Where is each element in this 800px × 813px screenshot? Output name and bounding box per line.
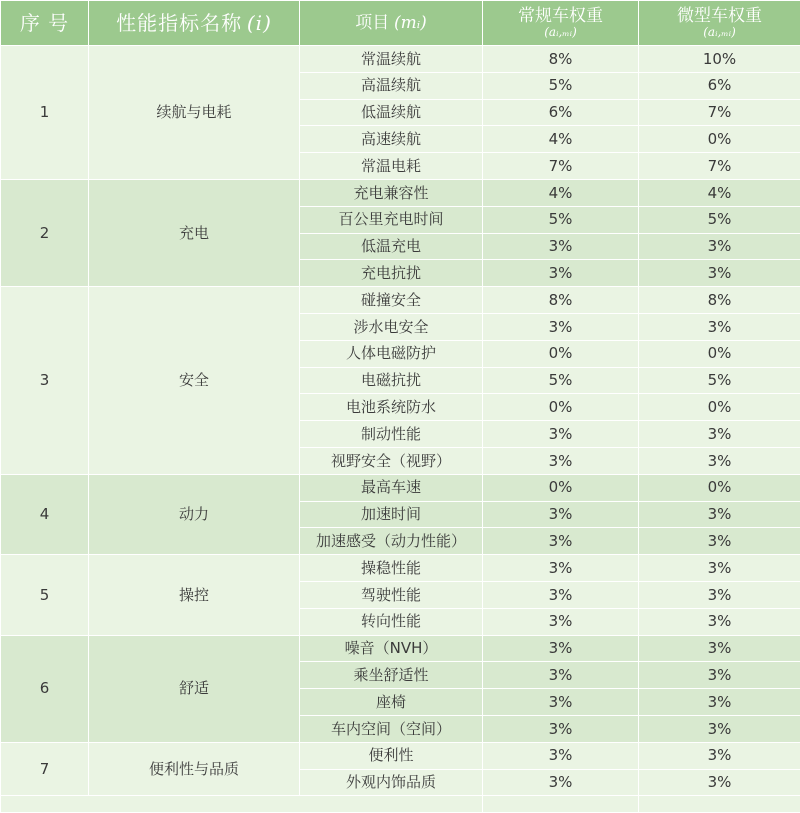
- micro-weight-cell: 0%: [639, 394, 800, 421]
- regular-weight-cell: 7%: [483, 153, 639, 180]
- micro-weight-cell: 5%: [639, 367, 800, 394]
- micro-weight-cell: 10%: [639, 46, 800, 73]
- regular-weight-cell: 6%: [483, 99, 639, 126]
- regular-weight-cell: 3%: [483, 260, 639, 287]
- item-cell: 噪音（NVH）: [300, 635, 483, 662]
- regular-weight-cell: 8%: [483, 46, 639, 73]
- item-cell: 转向性能: [300, 608, 483, 635]
- group-index-cell: 2: [1, 179, 89, 286]
- micro-weight-cell: 0%: [639, 126, 800, 153]
- micro-weight-cell: 3%: [639, 447, 800, 474]
- micro-weight-cell: 4%: [639, 179, 800, 206]
- regular-weight-cell: 3%: [483, 447, 639, 474]
- table-header-row: [1, 1, 800, 46]
- micro-weight-cell: 3%: [639, 421, 800, 448]
- regular-weight-cell: 0%: [483, 474, 639, 501]
- item-cell: 高速续航: [300, 126, 483, 153]
- group-name-cell: 充电: [89, 179, 300, 286]
- table-row: [1, 287, 800, 314]
- item-cell: 乘坐舒适性: [300, 662, 483, 689]
- regular-weight-cell: 3%: [483, 689, 639, 716]
- item-cell: 加速感受（动力性能）: [300, 528, 483, 555]
- item-cell: 加速时间: [300, 501, 483, 528]
- regular-weight-cell: 3%: [483, 662, 639, 689]
- table-row: [1, 635, 800, 662]
- item-cell: 视野安全（视野）: [300, 447, 483, 474]
- item-cell: 常温电耗: [300, 153, 483, 180]
- micro-weight-cell: 3%: [639, 233, 800, 260]
- regular-weight-cell: 4%: [483, 179, 639, 206]
- item-cell: 车内空间（空间）: [300, 715, 483, 742]
- header-indicator: 性能指标名称 (i): [89, 1, 300, 46]
- regular-weight-cell: 0%: [483, 340, 639, 367]
- regular-weight-cell: 3%: [483, 313, 639, 340]
- micro-weight-cell: 3%: [639, 313, 800, 340]
- item-cell: 涉水电安全: [300, 313, 483, 340]
- item-cell: 电池系统防水: [300, 394, 483, 421]
- table-row: [1, 46, 800, 73]
- micro-weight-cell: 3%: [639, 742, 800, 769]
- regular-weight-cell: 3%: [483, 528, 639, 555]
- regular-weight-cell: 3%: [483, 555, 639, 582]
- regular-weight-cell: 3%: [483, 501, 639, 528]
- item-cell: 低温续航: [300, 99, 483, 126]
- item-cell: 外观内饰品质: [300, 769, 483, 796]
- item-cell: 电磁抗扰: [300, 367, 483, 394]
- regular-weight-cell: 3%: [483, 421, 639, 448]
- micro-weight-cell: 3%: [639, 715, 800, 742]
- table-footer-row: [1, 796, 800, 813]
- micro-weight-cell: 3%: [639, 608, 800, 635]
- micro-weight-cell: 3%: [639, 662, 800, 689]
- group-name-cell: 动力: [89, 474, 300, 554]
- regular-weight-cell: 0%: [483, 394, 639, 421]
- micro-weight-cell: 7%: [639, 99, 800, 126]
- micro-weight-cell: 6%: [639, 72, 800, 99]
- regular-weight-cell: 8%: [483, 287, 639, 314]
- item-cell: 充电抗扰: [300, 260, 483, 287]
- regular-weight-cell: 3%: [483, 715, 639, 742]
- group-index-cell: 3: [1, 287, 89, 475]
- item-cell: 低温充电: [300, 233, 483, 260]
- regular-weight-cell: 3%: [483, 769, 639, 796]
- table-body: [1, 46, 800, 796]
- item-cell: 百公里充电时间: [300, 206, 483, 233]
- regular-weight-cell: 5%: [483, 367, 639, 394]
- group-name-cell: 续航与电耗: [89, 46, 300, 180]
- item-cell: 制动性能: [300, 421, 483, 448]
- regular-weight-cell: 3%: [483, 635, 639, 662]
- micro-weight-cell: 3%: [639, 769, 800, 796]
- group-index-cell: 1: [1, 46, 89, 180]
- micro-weight-cell: 3%: [639, 260, 800, 287]
- group-index-cell: 7: [1, 742, 89, 796]
- group-name-cell: 安全: [89, 287, 300, 475]
- micro-weight-cell: 3%: [639, 635, 800, 662]
- item-cell: 高温续航: [300, 72, 483, 99]
- header-item: 项目 (mᵢ): [300, 1, 483, 46]
- regular-weight-cell: 3%: [483, 742, 639, 769]
- group-name-cell: 舒适: [89, 635, 300, 742]
- micro-weight-cell: 3%: [639, 528, 800, 555]
- header-regular: 常规车权重 (aᵢ,ₘᵢ): [483, 1, 639, 46]
- item-cell: 操稳性能: [300, 555, 483, 582]
- group-index-cell: 6: [1, 635, 89, 742]
- group-name-cell: 操控: [89, 555, 300, 635]
- micro-weight-cell: 3%: [639, 555, 800, 582]
- regular-weight-cell: 3%: [483, 581, 639, 608]
- regular-weight-cell: 5%: [483, 206, 639, 233]
- item-cell: 座椅: [300, 689, 483, 716]
- item-cell: 人体电磁防护: [300, 340, 483, 367]
- regular-weight-cell: 3%: [483, 608, 639, 635]
- table-row: [1, 742, 800, 769]
- group-index-cell: 5: [1, 555, 89, 635]
- regular-weight-cell: 5%: [483, 72, 639, 99]
- header-micro: 微型车权重 (aᵢ,ₘᵢ): [639, 1, 800, 46]
- micro-weight-cell: 5%: [639, 206, 800, 233]
- item-cell: 充电兼容性: [300, 179, 483, 206]
- table-row: [1, 555, 800, 582]
- micro-weight-cell: 0%: [639, 340, 800, 367]
- header-index: 序 号: [1, 1, 89, 46]
- micro-weight-cell: 0%: [639, 474, 800, 501]
- micro-weight-cell: 7%: [639, 153, 800, 180]
- regular-weight-cell: 3%: [483, 233, 639, 260]
- group-index-cell: 4: [1, 474, 89, 554]
- item-cell: 最高车速: [300, 474, 483, 501]
- item-cell: 碰撞安全: [300, 287, 483, 314]
- table-row: [1, 179, 800, 206]
- table-row: [1, 474, 800, 501]
- item-cell: 便利性: [300, 742, 483, 769]
- micro-weight-cell: 3%: [639, 501, 800, 528]
- group-name-cell: 便利性与品质: [89, 742, 300, 796]
- micro-weight-cell: 8%: [639, 287, 800, 314]
- item-cell: 驾驶性能: [300, 581, 483, 608]
- micro-weight-cell: 3%: [639, 581, 800, 608]
- item-cell: 常温续航: [300, 46, 483, 73]
- regular-weight-cell: 4%: [483, 126, 639, 153]
- micro-weight-cell: 3%: [639, 689, 800, 716]
